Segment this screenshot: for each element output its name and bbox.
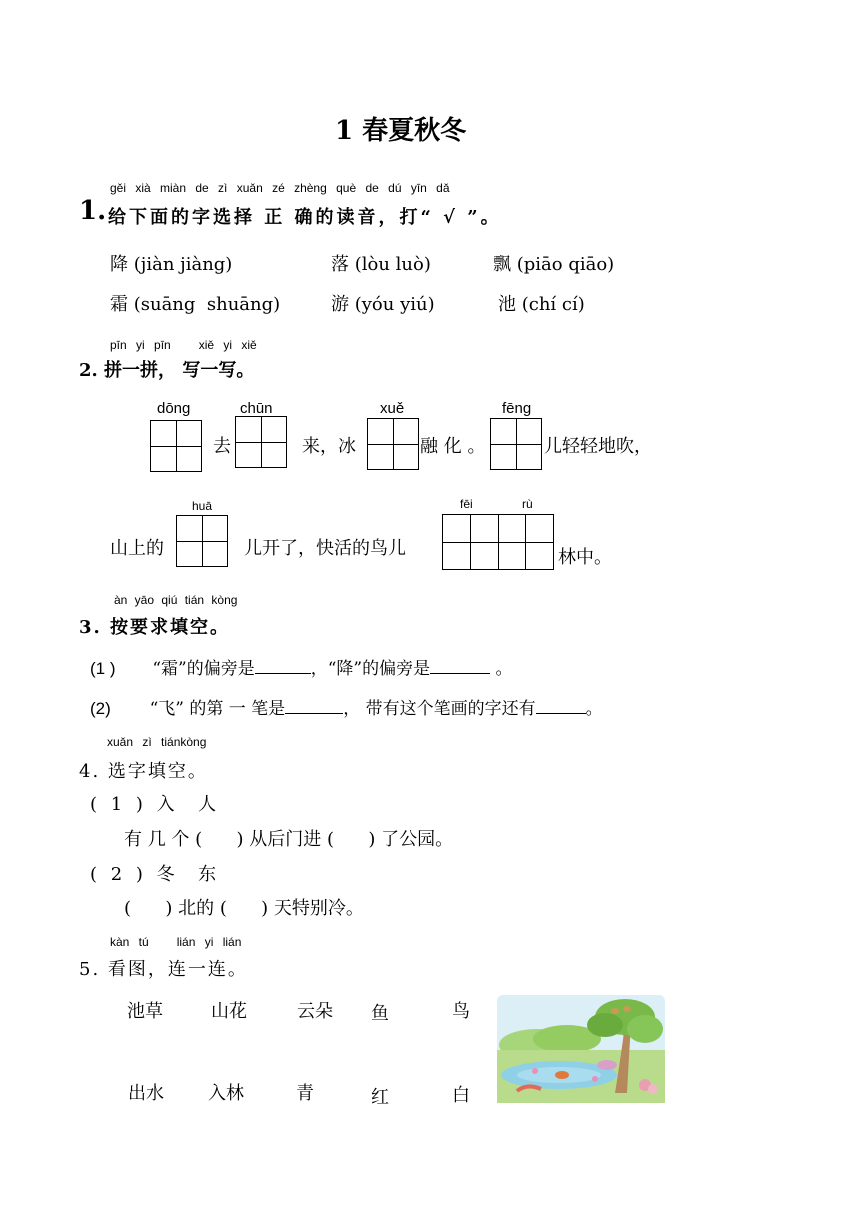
q1-item-luo: 落 (lòu luò) (331, 254, 431, 275)
match-word-shanhua[interactable]: 山花 (211, 1001, 247, 1022)
q2-text-kaile: 儿开了，快活的鸟儿 (244, 538, 406, 559)
q3-item2 (90, 694, 603, 719)
match-word-qing[interactable]: 青 (296, 1083, 314, 1104)
q2-text-qu: 去 (213, 436, 231, 457)
writing-grid-fei-ru[interactable] (442, 514, 554, 570)
q3-item2-end: 。 (585, 699, 603, 719)
q2-pinyin: pīn yi pīn xiě yi xiě (110, 338, 257, 352)
q4-pinyin: xuǎn zì tiánkòng (107, 735, 207, 749)
writing-grid-hua[interactable] (176, 515, 228, 567)
q1-item-jiang: 降 (jiàn jiàng) (110, 254, 233, 275)
q2-pinyin-fei: fēi (460, 497, 473, 511)
q1-item-piao: 飘 (piāo qiāo) (493, 254, 615, 275)
q3-item1-text-b: ，“降”的偏旁是 (310, 659, 431, 679)
q3-item2-num: (2) (90, 699, 111, 718)
match-word-bai[interactable]: 白 (452, 1085, 470, 1106)
match-word-chushui[interactable]: 出水 (128, 1083, 164, 1104)
q1-item-you: 游 (yóu yiú) (331, 294, 435, 315)
q1-pinyin: gěi xià miàn de zì xuǎn zé zhèng què de dú yīn dǎ (110, 181, 450, 195)
q2-pinyin-dong: dōng (157, 400, 191, 417)
q2-pinyin-hua: huā (192, 499, 213, 513)
answer-blank-jiang[interactable] (430, 655, 490, 674)
q2-pinyin-xue: xuě (380, 400, 405, 417)
q3-item1-end: 。 (495, 659, 513, 679)
answer-blank-chars[interactable] (536, 695, 586, 714)
writing-grid-chun[interactable] (235, 416, 287, 468)
q1-number: 1. (79, 196, 107, 226)
q3-item1 (90, 654, 513, 679)
q2-text-shanshang: 山上的 (110, 538, 164, 559)
match-word-yunduo[interactable]: 云朵 (297, 1001, 333, 1022)
match-word-chicao[interactable]: 池草 (127, 1001, 163, 1022)
q3-pinyin: àn yāo qiú tián kòng (114, 593, 238, 607)
writing-grid-feng[interactable] (490, 418, 542, 470)
q1-item-chi: 池 (chí cí) (498, 294, 585, 315)
q2-pinyin-feng: fēng (502, 400, 532, 417)
q4-instruction: 4. 选字填空。 (79, 761, 208, 782)
match-word-hong[interactable]: 红 (371, 1087, 389, 1108)
q2-text-rong-hua: 融 化 。 (420, 436, 486, 457)
q2-text-lai-bing: 来，冰 (302, 436, 356, 457)
match-word-niao[interactable]: 鸟 (452, 1001, 470, 1022)
q4-sub2-sentence: ( ) 北的 ( ) 天特别冷。 (124, 898, 364, 919)
q1-item-shuang: 霜 (suāng shuāng) (110, 294, 281, 315)
match-word-yu[interactable]: 鱼 (371, 1003, 389, 1024)
answer-blank-stroke[interactable] (285, 695, 343, 714)
q3-item2-text-a: “飞” 的第 一 笔是 (149, 699, 286, 719)
q2-text-er-chui: 儿轻轻地吹， (544, 436, 652, 457)
q5-pinyin: kàn tú lián yi lián (110, 935, 242, 949)
q1-instruction: 给下面的字选择 正 确的读音，打“ √ ”。 (108, 207, 502, 228)
q3-instruction: 3. 按要求填空。 (79, 617, 231, 638)
q4-sub2-label: ( 2 ) 冬 东 (90, 864, 221, 885)
q2-pinyin-chun: chūn (240, 400, 273, 417)
q4-sub1-label: ( 1 ) 入 人 (90, 794, 221, 815)
page-title: 1 春夏秋冬 (335, 116, 467, 146)
match-word-rulin[interactable]: 入林 (208, 1083, 244, 1104)
q2-pinyin-ru: rù (522, 497, 533, 511)
q2-instruction: 2. 拼一拼， 写一写。 (79, 360, 255, 381)
q2-text-linzhong: 林中。 (558, 547, 612, 568)
q5-instruction: 5. 看图，连一连。 (79, 959, 248, 980)
answer-blank-shuang[interactable] (255, 655, 311, 674)
q3-item1-num: (1 ) (90, 659, 116, 678)
pond-scene-illustration (497, 995, 665, 1103)
writing-grid-dong[interactable] (150, 420, 202, 472)
q3-item2-text-b: ， 带有这个笔画的字还有 (343, 699, 536, 719)
q4-sub1-sentence: 有 几 个 ( ) 从后门进 ( ) 了公园。 (124, 829, 454, 850)
q3-item1-text-a: “霜”的偏旁是 (152, 659, 255, 679)
writing-grid-xue[interactable] (367, 418, 419, 470)
